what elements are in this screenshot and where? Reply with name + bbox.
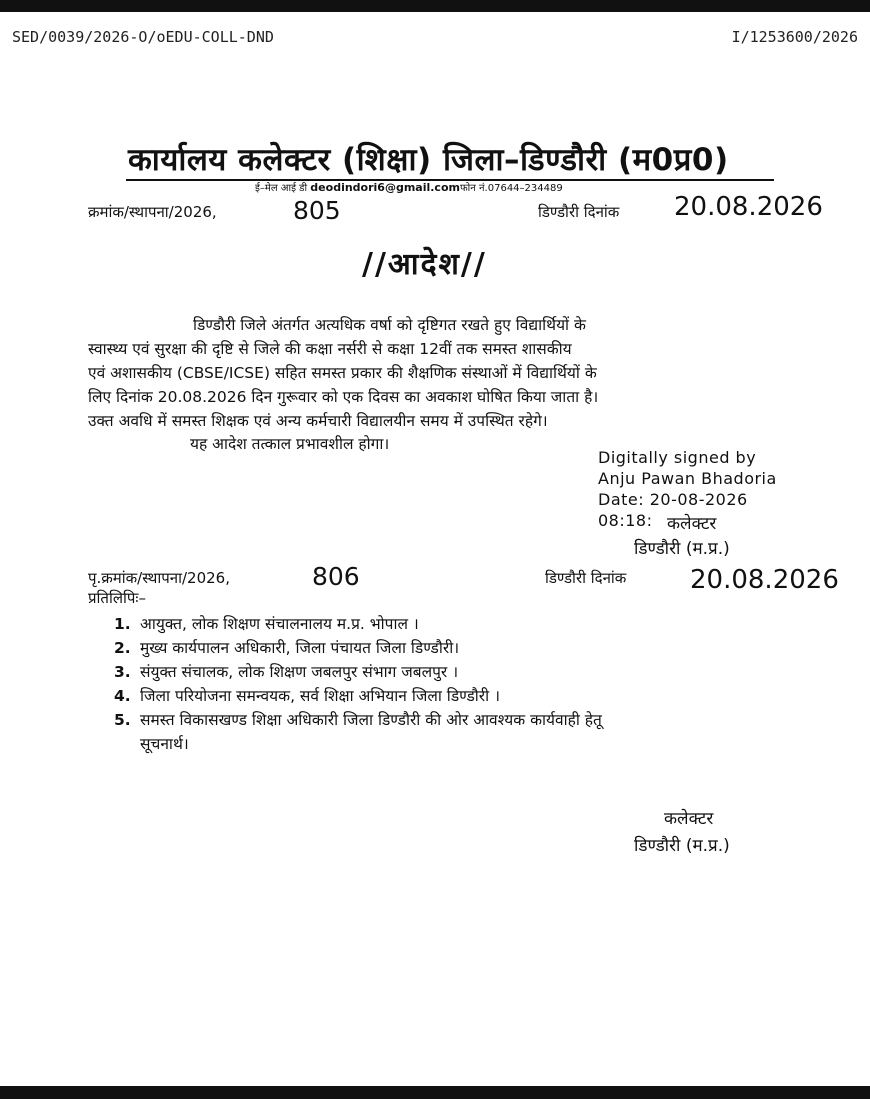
copy-number: 806: [312, 562, 360, 591]
order-heading: //आदेश//: [362, 247, 487, 282]
list-item-continuation: सूचनार्थ।: [140, 735, 189, 753]
signature-name: Anju Pawan Bhadoria: [598, 469, 777, 488]
bottom-border-bar: [0, 1086, 870, 1099]
copy-recipient-list: [114, 612, 834, 756]
top-border-bar: [0, 0, 870, 12]
signatory-district: डिण्डौरी (म.प्र.): [634, 539, 730, 559]
email-label: ई–मेल आई डी: [255, 183, 308, 194]
order-body: [88, 313, 808, 433]
reference-number-left: SED/0039/2026-O/oEDU-COLL-DND: [12, 28, 274, 46]
phone-number: फोन नं.07644–234489: [459, 183, 563, 194]
order-date-label: डिण्डौरी दिनांक: [538, 203, 620, 221]
signature-time: 08:18:: [598, 511, 653, 530]
signatory-designation: कलेक्टर: [667, 514, 717, 534]
signature-line-1: Digitally signed by: [598, 448, 757, 467]
footer-designation: कलेक्टर: [664, 809, 714, 829]
email-address: deodindori6@gmail.com: [310, 181, 460, 194]
order-body-line: स्वास्थ्य एवं सुरक्षा की दृष्टि से जिले की कक्षा नर्सरी से कक्षा 12वीं तक समस्त शासकीय: [88, 340, 572, 358]
order-number: 805: [293, 196, 341, 225]
signature-date: Date: 20-08-2026: [598, 490, 748, 509]
order-body-line: डिण्डौरी जिले अंतर्गत अत्यधिक वर्षा को दृष्टिगत रखते हुए विद्यार्थियों के: [193, 316, 586, 334]
footer-district: डिण्डौरी (म.प्र.): [634, 836, 730, 856]
office-title: कार्यालय कलेक्टर (शिक्षा) जिला–डिण्डौरी (म0प्र0): [128, 142, 729, 178]
copy-date: 20.08.2026: [690, 565, 839, 595]
list-item: 4. जिला परियोजना समन्वयक, सर्व शिक्षा अभियान जिला डिण्डौरी ।: [114, 687, 500, 705]
reference-number-right: I/1253600/2026: [731, 28, 858, 46]
order-date: 20.08.2026: [674, 192, 823, 222]
order-body-line: लिए दिनांक 20.08.2026 दिन गुरूवार को एक दिवस का अवकाश घोषित किया जाता है।: [88, 388, 599, 406]
list-item: 3. संयुक्त संचालक, लोक शिक्षण जबलपुर संभाग जबलपुर ।: [114, 663, 459, 681]
effective-statement: यह आदेश तत्काल प्रभावशील होगा।: [190, 435, 390, 453]
copy-date-label: डिण्डौरी दिनांक: [545, 569, 627, 587]
copy-number-label: पृ.क्रमांक/स्थापना/2026,: [88, 569, 230, 587]
list-item: 5. समस्त विकासखण्ड शिक्षा अधिकारी जिला डिण्डौरी की ओर आवश्यक कार्यवाही हेतू: [114, 711, 602, 729]
contact-line: [255, 180, 563, 194]
list-item: 1. आयुक्त, लोक शिक्षण संचालनालय म.प्र. भोपाल ।: [114, 615, 419, 633]
copy-heading: प्रतिलिपिः–: [88, 589, 146, 607]
order-body-line: एवं अशासकीय (CBSE/ICSE) सहित समस्त प्रकार की शैक्षणिक संस्थाओं में विद्यार्थियों के: [88, 364, 597, 382]
list-item: 2. मुख्य कार्यपालन अधिकारी, जिला पंचायत जिला डिण्डौरी।: [114, 639, 460, 657]
order-body-line: उक्त अवधि में समस्त शिक्षक एवं अन्य कर्मचारी विद्यालयीन समय में उपस्थित रहेगे।: [88, 412, 548, 430]
order-number-label: क्रमांक/स्थापना/2026,: [88, 203, 217, 221]
